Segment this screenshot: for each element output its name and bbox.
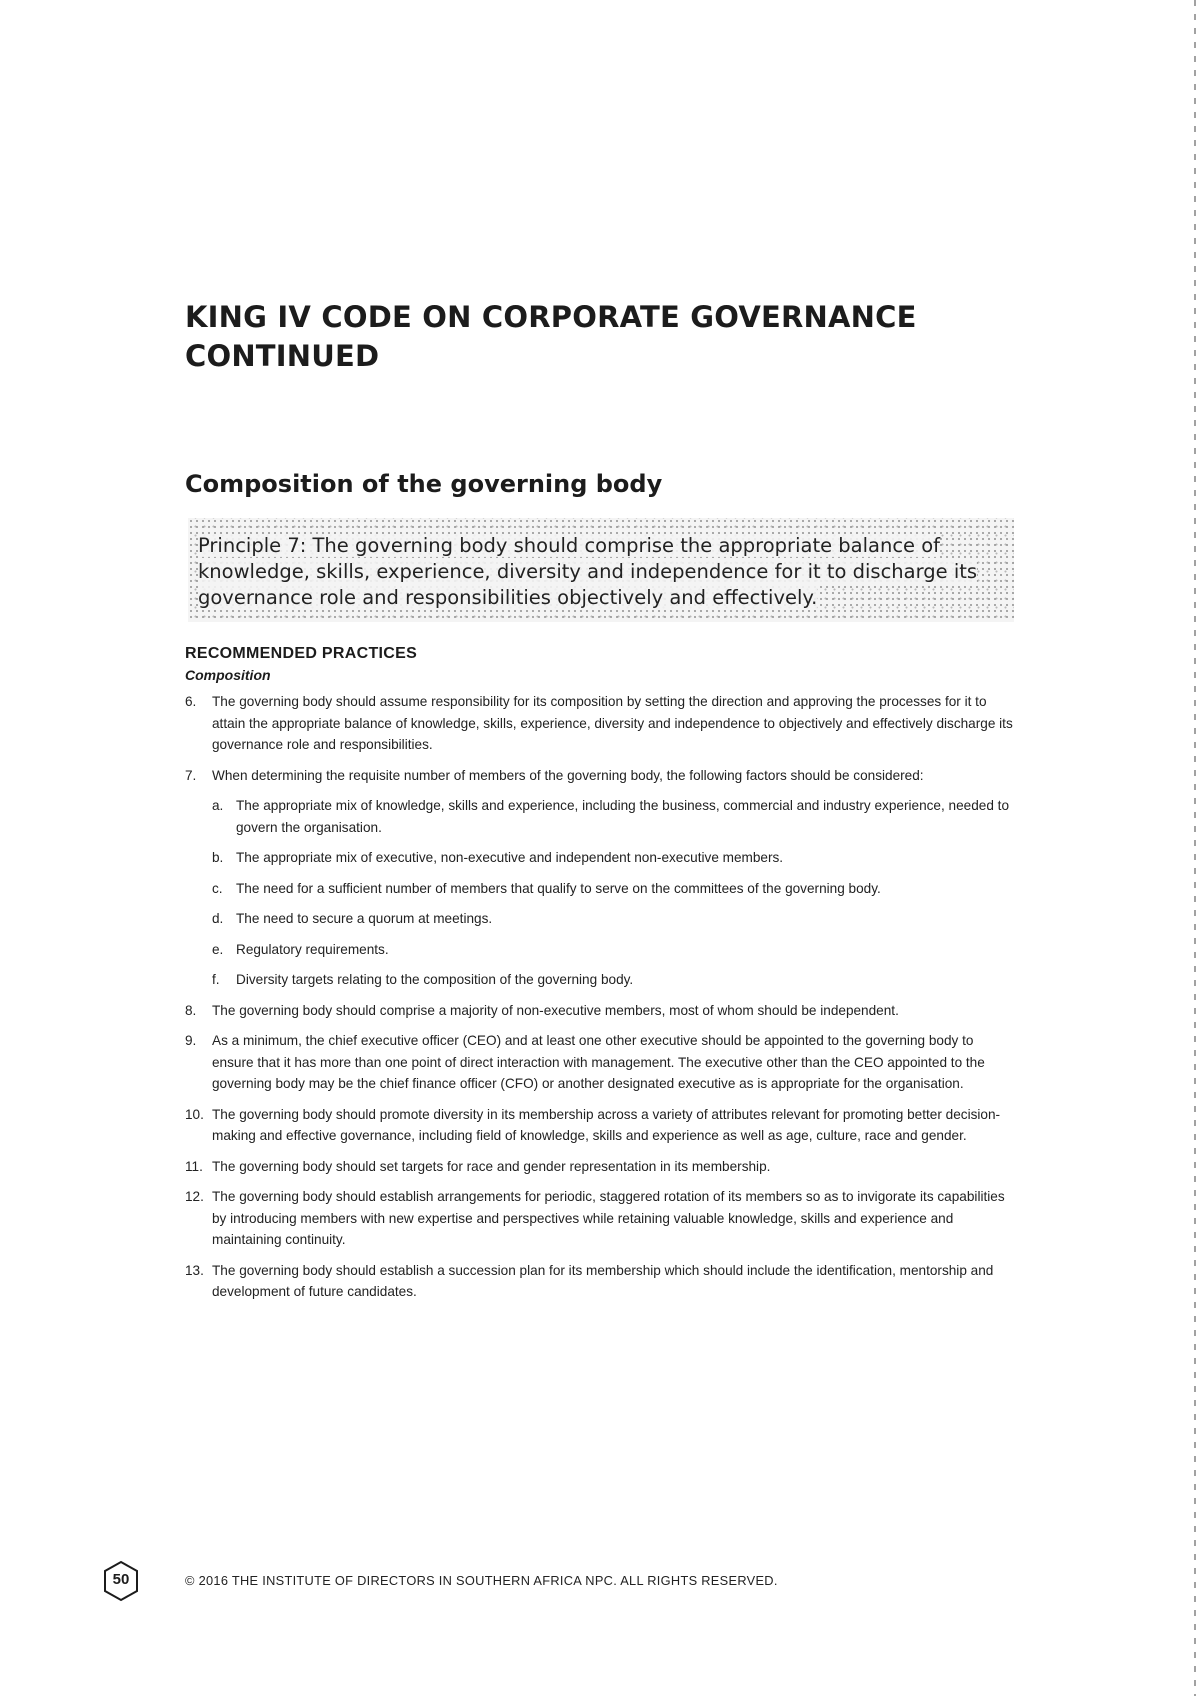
- factor-letter: e.: [212, 941, 224, 957]
- practice-item-10: [185, 1104, 1015, 1147]
- practice-text: The governing body should set targets for race and gender representation in its membership.: [212, 1158, 771, 1174]
- factor-letter: f.: [212, 972, 220, 987]
- page-title-line1: KING IV CODE ON CORPORATE GOVERNANCE: [185, 300, 917, 334]
- factor-text: The need to secure a quorum at meetings.: [236, 911, 493, 926]
- practices-list: [185, 691, 1015, 1312]
- practice-text: The governing body should establish a succession plan for its membership which should include the identification, mentorship and development of future candidates.: [212, 1262, 994, 1299]
- composition-subheading: Composition: [185, 667, 271, 683]
- recommended-practices-heading: RECOMMENDED PRACTICES: [185, 645, 418, 662]
- factor-letter: d.: [212, 911, 224, 926]
- factors-list: [212, 795, 1015, 991]
- scan-edge-line: [1194, 0, 1196, 1696]
- practice-number: 11.: [185, 1158, 203, 1174]
- principle-box: [188, 518, 1014, 622]
- page-number-badge: [103, 1560, 139, 1602]
- practice-text: The governing body should establish arrangements for periodic, staggered rotation of its members so as to invigorate its capabilities by introducing members with new expertise and perspectives while retaining valuable knowledge, skills and experience and maintaining continuity.: [212, 1189, 1005, 1247]
- factor-text: The appropriate mix of knowledge, skills and experience, including the business, commercial and industry experience, needed to govern the organisation.: [236, 798, 1010, 835]
- practice-text: The governing body should assume responsibility for its composition by setting the direction and approving the processes for it to attain the appropriate balance of knowledge, skills, experience, diversity and independence to objectively and effectively discharge its governance role and responsibilities.: [212, 694, 1013, 752]
- practice-number: 12.: [185, 1189, 204, 1204]
- practice-number: 8.: [185, 1002, 197, 1018]
- practice-item-7: [185, 765, 1015, 991]
- page-number: 50: [112, 1571, 130, 1588]
- factor-item: [212, 795, 1015, 838]
- practice-text: The governing body should promote diversity in its membership across a variety of attributes relevant for promoting better decision-making and effective governance, including field of knowledge, skills and experience as well as age, culture, race and gender.: [212, 1106, 1001, 1143]
- factor-letter: a.: [212, 798, 224, 813]
- factor-item: [212, 969, 1015, 991]
- factor-text: Regulatory requirements.: [236, 941, 389, 957]
- factor-letter: b.: [212, 850, 224, 865]
- factor-item: [212, 847, 1015, 869]
- page-title-line2: CONTINUED: [185, 339, 380, 373]
- factor-item: [212, 878, 1015, 900]
- practice-number: 9.: [185, 1033, 197, 1048]
- practice-text: As a minimum, the chief executive officer (CEO) and at least one other executive should be appointed to the governing body to ensure that it has more than one point of direct interaction with management. The executive other than the CEO appointed to the governing body may be the chief finance officer (CFO) or another designated executive as is appropriate for the organisation.: [212, 1033, 985, 1091]
- practice-number: 10.: [185, 1106, 204, 1122]
- practice-item-12: [185, 1186, 1015, 1251]
- factor-letter: c.: [212, 880, 223, 896]
- page-title: [185, 298, 1045, 376]
- section-heading: Composition of the governing body: [185, 470, 663, 498]
- factor-text: The need for a sufficient number of members that qualify to serve on the committees of the governing body.: [236, 880, 881, 896]
- footer-copyright: © 2016 THE INSTITUTE OF DIRECTORS IN SOUTHERN AFRICA NPC. ALL RIGHTS RESERVED.: [185, 1573, 778, 1588]
- practice-number: 6.: [185, 694, 197, 709]
- factor-text: Diversity targets relating to the composition of the governing body.: [236, 972, 634, 987]
- practice-item-11: [185, 1156, 1015, 1178]
- factor-item: [212, 908, 1015, 930]
- practice-text: The governing body should comprise a majority of non-executive members, most of whom should be independent.: [212, 1002, 899, 1018]
- practice-item-6: [185, 691, 1015, 756]
- principle-text: Principle 7: The governing body should comprise the appropriate balance of knowledge, skills, experience, diversity and independence for it to discharge its governance role and responsibilities objectively and effectively.: [198, 534, 978, 609]
- practice-text: When determining the requisite number of members of the governing body, the following factors should be considered:: [212, 767, 924, 783]
- practice-item-8: [185, 1000, 1015, 1022]
- practice-number: 13.: [185, 1262, 204, 1278]
- factor-item: [212, 939, 1015, 961]
- practice-number: 7.: [185, 767, 197, 783]
- factor-text: The appropriate mix of executive, non-executive and independent non-executive members.: [236, 850, 784, 865]
- practice-item-9: [185, 1030, 1015, 1095]
- practice-item-13: [185, 1260, 1015, 1303]
